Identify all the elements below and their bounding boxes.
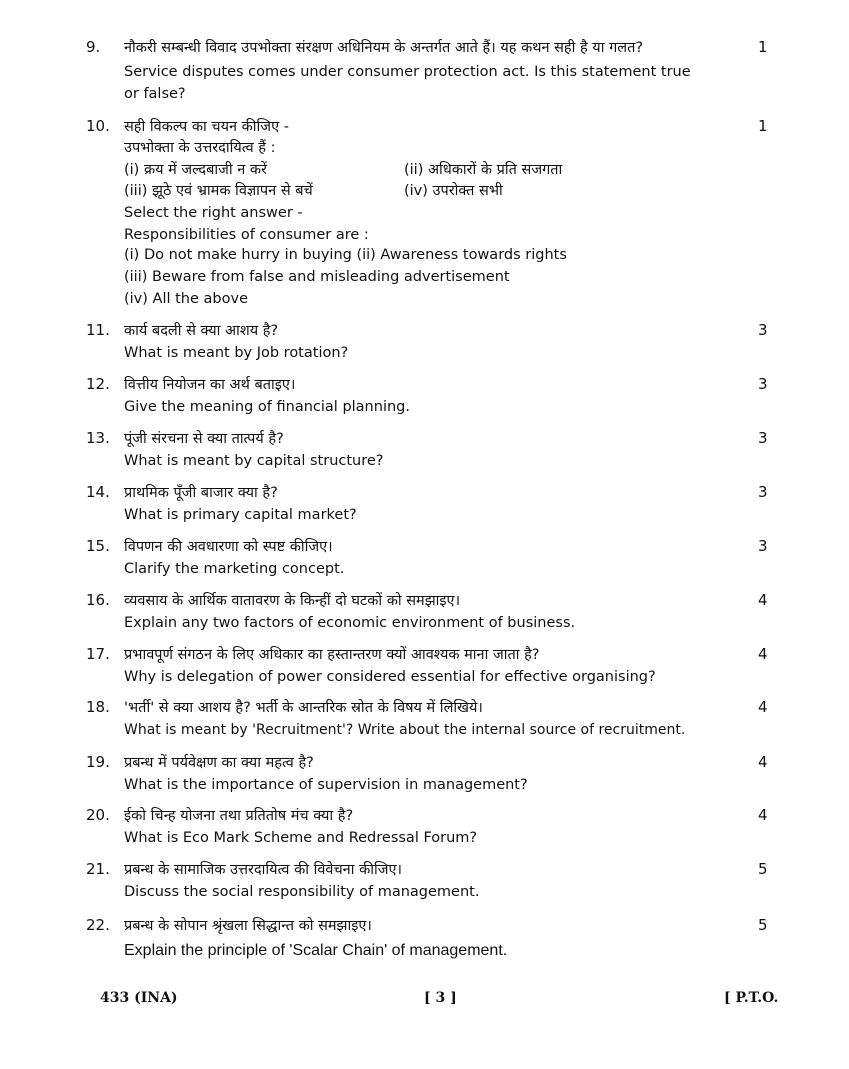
question-text-english: Explain the principle of 'Scalar Chain' of management. [124, 942, 508, 959]
page-number: [ 3 ] [424, 990, 457, 1006]
question-number: 12. [86, 375, 110, 393]
question-marks: 3 [758, 429, 768, 447]
question-marks: 4 [758, 806, 768, 824]
question-marks: 4 [758, 645, 768, 663]
question-marks: 3 [758, 375, 768, 393]
question-text-english: What is Eco Mark Scheme and Redressal Forum? [124, 830, 478, 846]
question-text-hindi: प्रभावपूर्ण संगठन के लिए अधिकार का हस्तान्तरण क्यों आवश्यक माना जाता है? [124, 647, 540, 663]
question-number: 11. [86, 321, 110, 339]
question-marks: 5 [758, 916, 768, 934]
question-marks: 5 [758, 860, 768, 878]
question-text-hindi: 'भर्ती' से क्या आशय है? भर्ती के आन्तरिक स्रोत के विषय में लिखिये। [124, 700, 483, 716]
question-number: 17. [86, 645, 110, 663]
question-text-hindi: वित्तीय नियोजन का अर्थ बताइए। [124, 377, 296, 393]
question-text-hindi: प्रबन्ध में पर्यवेक्षण का क्या महत्व है? [124, 755, 314, 771]
question-text-hindi: व्यवसाय के आर्थिक वातावरण के किन्हीं दो घटकों को समझाइए। [124, 593, 461, 609]
question-number: 9. [86, 38, 101, 56]
question-text-english: Discuss the social responsibility of management. [124, 884, 480, 900]
hindi-option-1: (i) क्रय में जल्दबाजी न करें [124, 162, 267, 178]
question-text-english: What is primary capital market? [124, 507, 357, 523]
question-text-english-cont: or false? [124, 86, 186, 102]
question-text-hindi: ईको चिन्ह योजना तथा प्रतितोष मंच क्या है? [124, 808, 354, 824]
english-option-2: (iii) Beware from false and misleading advertisement [124, 269, 510, 285]
question-text-english: Explain any two factors of economic environment of business. [124, 615, 576, 631]
question-marks: 4 [758, 753, 768, 771]
question-text-english: What is meant by 'Recruitment'? Write about the internal source of recruitment. [124, 722, 686, 738]
question-text-hindi: नौकरी सम्बन्धी विवाद उपभोक्ता संरक्षण अधिनियम के अन्तर्गत आते हैं। यह कथन सही है या गलत? [124, 40, 644, 56]
question-marks: 3 [758, 537, 768, 555]
question-number: 21. [86, 860, 110, 878]
question-number: 20. [86, 806, 110, 824]
question-number: 15. [86, 537, 110, 555]
hindi-option-3: (iii) झूठे एवं भ्रामक विज्ञापन से बचें [124, 183, 313, 199]
question-text-english: Why is delegation of power considered essential for effective organising? [124, 669, 656, 685]
question-text-english: Clarify the marketing concept. [124, 561, 345, 577]
question-text-english: What is meant by capital structure? [124, 453, 384, 469]
question-text-english: Select the right answer - [124, 205, 303, 221]
question-marks: 3 [758, 483, 768, 501]
english-option-3: (iv) All the above [124, 291, 248, 307]
question-text-hindi-cont: उपभोक्ता के उत्तरदायित्व हैं : [124, 140, 276, 156]
question-number: 13. [86, 429, 110, 447]
question-number: 16. [86, 591, 110, 609]
question-text-hindi: प्राथमिक पूँजी बाजार क्या है? [124, 485, 278, 501]
question-marks: 1 [758, 38, 768, 56]
paper-code: 433 (INA) [100, 990, 178, 1006]
question-text-english: Service disputes comes under consumer protection act. Is this statement true [124, 64, 691, 80]
please-turn-over: [ P.T.O. [724, 990, 779, 1006]
question-text-english: What is meant by Job rotation? [124, 345, 349, 361]
question-text-hindi: कार्य बदली से क्या आशय है? [124, 323, 279, 339]
question-text-english-cont: Responsibilities of consumer are : [124, 227, 369, 243]
question-text-hindi: प्रबन्ध के सोपान श्रृंखला सिद्धान्त को समझाइए। [124, 918, 372, 934]
question-marks: 3 [758, 321, 768, 339]
question-text-english: Give the meaning of financial planning. [124, 399, 410, 415]
question-number: 14. [86, 483, 110, 501]
question-text-hindi: सही विकल्प का चयन कीजिए - [124, 119, 289, 135]
hindi-option-4: (iv) उपरोक्त सभी [404, 183, 503, 199]
question-number: 18. [86, 698, 110, 716]
hindi-option-2: (ii) अधिकारों के प्रति सजगता [404, 162, 563, 178]
question-number: 10. [86, 117, 110, 135]
question-marks: 1 [758, 117, 768, 135]
question-number: 22. [86, 916, 110, 934]
english-option-1: (i) Do not make hurry in buying (ii) Awareness towards rights [124, 247, 567, 263]
question-text-english: What is the importance of supervision in management? [124, 777, 528, 793]
question-marks: 4 [758, 698, 768, 716]
question-text-hindi: प्रबन्ध के सामाजिक उत्तरदायित्व की विवेचना कीजिए। [124, 862, 403, 878]
question-number: 19. [86, 753, 110, 771]
question-text-hindi: पूंजी संरचना से क्या तात्पर्य है? [124, 431, 284, 447]
question-marks: 4 [758, 591, 768, 609]
question-text-hindi: विपणन की अवधारणा को स्पष्ट कीजिए। [124, 539, 333, 555]
